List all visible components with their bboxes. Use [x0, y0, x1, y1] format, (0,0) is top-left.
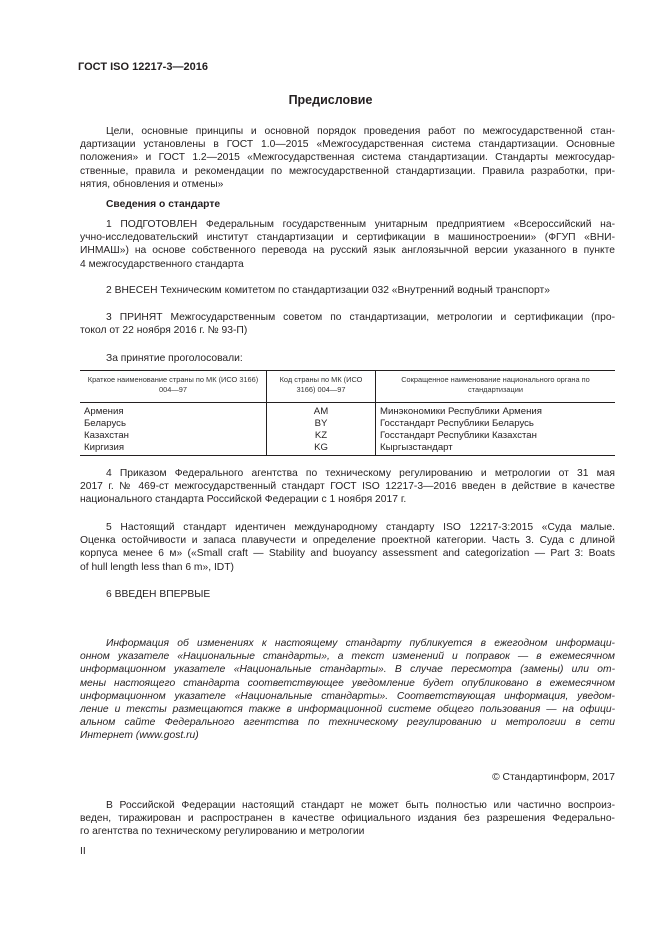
cell-country: Армения [80, 403, 267, 419]
item-4-paragraph [80, 467, 615, 507]
column-header-standards-body: Сокращенное наименование национального органа по стандартизации [376, 371, 616, 403]
cell-country: Киргизия [80, 442, 267, 456]
intro-line: Цели, основные принципы и основной порядок проведения работ по межгосударственной стан- [106, 126, 615, 137]
cell-body: Госстандарт Республики Беларусь [380, 418, 534, 429]
item-5-line: корпуса менее 6 м» («Small craft — Stability and buoyancy assessment and categorization — Part 3: Boats [80, 548, 615, 560]
vote-label: За принятие проголосовали: [106, 353, 243, 364]
item-4-line: 4 Приказом Федерального агентства по техническому регулированию и метрологии от 31 мая [106, 468, 615, 479]
item-3-line: 3 ПРИНЯТ Межгосударственным советом по стандартизации, метрологии и сертификации (про- [106, 312, 615, 323]
cell-body: Госстандарт Республики Казахстан [380, 430, 537, 441]
document-code: ГОСТ ISO 12217-3—2016 [78, 61, 208, 73]
footer-line: В Российской Федерации настоящий стандарт не может быть полностью или частично воспроиз- [106, 800, 615, 811]
cell-code: KZ [267, 430, 376, 442]
notice-line: альном сайте Федерального агентства по техническому регулированию и метрологии в сети [80, 717, 615, 729]
page-title: Предисловие [288, 93, 373, 107]
item-1-line: 1 ПОДГОТОВЛЕН Федеральным государственным унитарным предприятием «Всероссийский на- [106, 219, 615, 230]
intro-line: положения» и ГОСТ 1.2—2015 «Межгосударственная система стандартизации. Стандарты межгосудар- [80, 152, 615, 164]
item-1-line: 4 межгосударственного стандарта [80, 258, 244, 270]
copyright: © Стандартинформ, 2017 [492, 772, 615, 783]
item-5-line: Оценка остойчивости и запаса плавучести и определение проектной категории. Часть 3. Суда с длиной [80, 535, 615, 547]
item-3-line: токол от 22 ноября 2016 г. № 93-П) [80, 325, 248, 337]
item-2-paragraph: 2 ВНЕСЕН Техническим комитетом по стандартизации 032 «Внутренний водный транспорт» [106, 285, 550, 296]
item-5-line: 5 Настоящий стандарт идентичен международному стандарту ISO 12217-3:2015 «Суда малые. [106, 522, 615, 533]
item-4-line: национального стандарта Российской Федерации с 1 ноября 2017 г. [80, 494, 407, 506]
item-1-paragraph [80, 218, 615, 271]
intro-line: ственные, правила и рекомендации по межгосударственной стандартизации. Правила разработки, при- [80, 165, 615, 177]
change-notice [80, 637, 615, 743]
reproduction-notice [80, 799, 615, 839]
item-5-line: of hull length less than 6 m», IDT) [80, 561, 234, 573]
intro-line: дартизации установлены в ГОСТ 1.0—2015 «Межгосударственная система стандартизации. Основные [80, 139, 615, 151]
notice-line: мены настоящего стандарта соответствующее уведомление будет опубликовано в ежемесячном [80, 677, 615, 689]
table-header-row [80, 371, 615, 403]
item-3-paragraph [80, 311, 615, 337]
intro-line: нятия, обновления и отмены» [80, 178, 224, 190]
cell-country: Беларусь [80, 418, 267, 430]
voting-table [80, 370, 615, 456]
cell-body: Минэкономики Республики Армения [380, 406, 542, 417]
cell-body: Кыргызстандарт [376, 442, 616, 456]
cell-code: BY [267, 418, 376, 430]
notice-line: ление и тексты размещаются также в информационной системе общего пользования — на офици- [80, 704, 615, 716]
item-1-line: ИНМАШ») на основе собственного перевода на русский язык англоязычной версии указанного в пункте [80, 245, 615, 257]
page-number: II [80, 846, 86, 857]
item-4-line: 2017 г. № 469-ст межгосударственный стандарт ГОСТ ISO 12217-3—2016 введен в действие в качестве [80, 481, 615, 493]
item-5-paragraph [80, 521, 615, 574]
footer-line: веден, тиражирован и распространен в качестве официального издания без разрешения Федерально- [80, 813, 615, 825]
notice-line: Интернет (www.gost.ru) [80, 730, 199, 742]
intro-paragraph [80, 125, 615, 191]
notice-line: информационном указателе «Национальные стандарты». В случае пересмотра (замены) или от- [80, 664, 615, 676]
table-row [80, 430, 615, 442]
cell-code: AM [267, 403, 376, 419]
column-header-country-name: Краткое наименование страны по МК (ИСО 3166) 004—97 [80, 371, 267, 403]
item-1-line: учно-исследовательский институт стандартизации и сертификации в машиностроении» (ФГУП «ВНИ- [80, 232, 615, 244]
table-row [80, 403, 615, 419]
item-6-paragraph: 6 ВВЕДЕН ВПЕРВЫЕ [106, 589, 211, 600]
notice-line: онном указателе «Национальные стандарты», а текст изменений и поправок — в ежемесячном [80, 651, 615, 663]
table-row [80, 418, 615, 430]
info-heading: Сведения о стандарте [106, 199, 221, 210]
table-row [80, 442, 615, 456]
column-header-country-code: Код страны по МК (ИСО 3166) 004—97 [267, 371, 376, 403]
notice-line: информационном указателе «Национальные стандарты». Соответствующая информация, уведом- [80, 690, 615, 702]
cell-code: KG [267, 442, 376, 456]
footer-line: го агентства по техническому регулированию и метрологии [80, 826, 365, 838]
notice-line: Информация об изменениях к настоящему стандарту публикуется в ежегодном информаци- [106, 638, 615, 649]
cell-country: Казахстан [80, 430, 267, 442]
